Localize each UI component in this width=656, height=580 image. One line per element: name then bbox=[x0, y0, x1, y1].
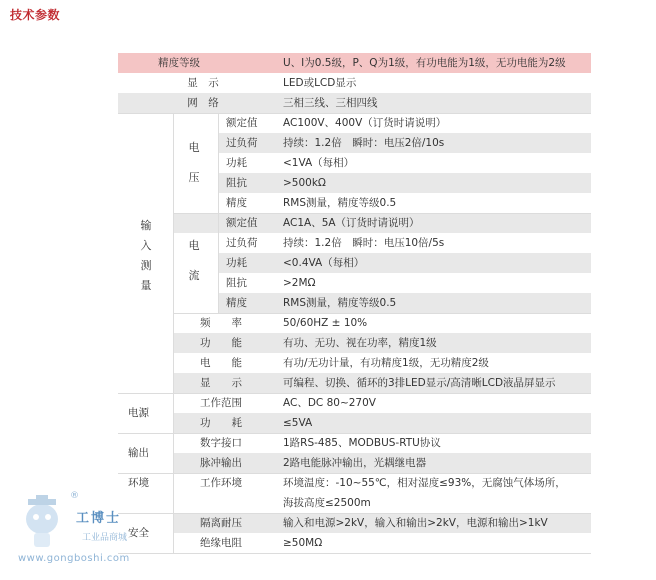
supply-range-value: AC、DC 80~270V bbox=[283, 397, 376, 409]
supply-range-label: 工作范围 bbox=[200, 397, 242, 409]
current-value-1: AC1A、5A（订货时请说明） bbox=[283, 217, 420, 229]
current-value-5: RMS测量，精度等级0.5 bbox=[283, 297, 397, 309]
watermark-reg: ® bbox=[70, 491, 79, 501]
current-label-3: 功耗 bbox=[226, 257, 247, 269]
input-group-char-1: 输 bbox=[140, 219, 152, 232]
current-label-5: 精度 bbox=[226, 297, 247, 309]
env-value-1: 环境温度：-10~55℃，相对湿度≤93%，无腐蚀气体场所， bbox=[283, 477, 566, 489]
voltage-group-char-1: 电 bbox=[188, 141, 200, 154]
supply-power-label: 功 耗 bbox=[200, 417, 242, 429]
energy-value: 有功/无功计量，有功精度1级，无功精度2级 bbox=[283, 357, 489, 369]
insulation-value: ≥50MΩ bbox=[283, 537, 323, 549]
network-value: 三相三线、三相四线 bbox=[283, 97, 378, 109]
current-value-4: >2MΩ bbox=[283, 277, 316, 289]
voltage-value-5: RMS测量，精度等级0.5 bbox=[283, 197, 397, 209]
display-label: 显 示 bbox=[187, 77, 219, 89]
current-label-2: 过负荷 bbox=[226, 237, 258, 249]
watermark-url: www.gongboshi.com bbox=[18, 553, 130, 564]
current-value-2: 持续：1.2倍 瞬时：电压10倍/5s bbox=[283, 237, 445, 249]
voltage-label-5: 精度 bbox=[226, 197, 247, 209]
grid-line bbox=[118, 513, 591, 514]
env-group-label: 环境 bbox=[128, 477, 149, 489]
voltage-value-4: >500kΩ bbox=[283, 177, 326, 189]
digital-value: 1路RS-485、MODBUS-RTU协议 bbox=[283, 437, 441, 449]
digital-label: 数字接口 bbox=[200, 437, 242, 449]
current-value-3: <0.4VA（每相） bbox=[283, 257, 365, 269]
output-group-label: 输出 bbox=[128, 447, 149, 459]
network-label: 网 络 bbox=[187, 97, 219, 109]
voltage-value-1: AC100V、400V（订货时请说明） bbox=[283, 117, 447, 129]
display2-label: 显 示 bbox=[200, 377, 242, 389]
current-group-char-2: 流 bbox=[188, 269, 200, 282]
insulation-label: 绝缘电阻 bbox=[200, 537, 242, 549]
display-value: LED或LCD显示 bbox=[283, 77, 357, 89]
energy-label: 电 能 bbox=[200, 357, 242, 369]
pulse-label: 脉冲输出 bbox=[200, 457, 242, 469]
input-group-char-2: 入 bbox=[140, 239, 152, 252]
input-group-char-3: 测 bbox=[140, 259, 152, 272]
watermark-subtitle: 工业品商城 bbox=[82, 533, 128, 543]
voltage-group-char-2: 压 bbox=[188, 171, 200, 184]
voltage-label-4: 阻抗 bbox=[226, 177, 247, 189]
grid-line bbox=[173, 313, 591, 314]
grid-line bbox=[118, 553, 591, 554]
current-label-1: 额定值 bbox=[226, 217, 258, 229]
power-label: 功 能 bbox=[200, 337, 242, 349]
env-value-2: 海拔高度≤2500m bbox=[283, 497, 371, 509]
voltage-value-2: 持续：1.2倍 瞬时：电压2倍/10s bbox=[283, 137, 445, 149]
display2-value: 可编程、切换、循环的3排LED显示/高清晰LCD液晶屏显示 bbox=[283, 377, 556, 389]
grid-line bbox=[118, 433, 591, 434]
grid-line bbox=[118, 473, 591, 474]
grid-line bbox=[118, 393, 591, 394]
accuracy-header-value: U、I为0.5级，P、Q为1级，有功电能为1级，无功电能为2级 bbox=[283, 57, 566, 69]
freq-label: 频 率 bbox=[200, 317, 242, 329]
section-title: 技术参数 bbox=[10, 8, 61, 22]
safety-group-label: 安全 bbox=[128, 527, 149, 539]
freq-value: 50/60HZ ± 10% bbox=[283, 317, 368, 329]
voltage-label-1: 额定值 bbox=[226, 117, 258, 129]
voltage-label-3: 功耗 bbox=[226, 157, 247, 169]
power-value: 有功、无功、视在功率，精度1级 bbox=[283, 337, 437, 349]
accuracy-header-label: 精度等级 bbox=[158, 57, 200, 69]
watermark-brand: 工博士 bbox=[76, 511, 122, 526]
grid-vline bbox=[173, 113, 174, 553]
pulse-value: 2路电能脉冲输出，光耦继电器 bbox=[283, 457, 427, 469]
voltage-value-3: <1VA（每相） bbox=[283, 157, 355, 169]
grid-vline bbox=[218, 113, 219, 313]
mascot-icon bbox=[14, 493, 74, 553]
input-group-char-4: 量 bbox=[140, 279, 152, 292]
grid-line bbox=[118, 113, 591, 114]
spec-table bbox=[118, 53, 591, 553]
voltage-label-2: 过负荷 bbox=[226, 137, 258, 149]
current-group-char-1: 电 bbox=[188, 239, 200, 252]
env-label: 工作环境 bbox=[200, 477, 242, 489]
isolation-label: 隔离耐压 bbox=[200, 517, 242, 529]
isolation-value: 输入和电源>2kV，输入和输出>2kV，电源和输出>1kV bbox=[283, 517, 548, 529]
grid-line bbox=[173, 213, 591, 214]
supply-group-label: 电源 bbox=[128, 407, 149, 419]
current-label-4: 阻抗 bbox=[226, 277, 247, 289]
supply-power-value: ≤5VA bbox=[283, 417, 313, 429]
watermark-logo bbox=[14, 493, 159, 573]
